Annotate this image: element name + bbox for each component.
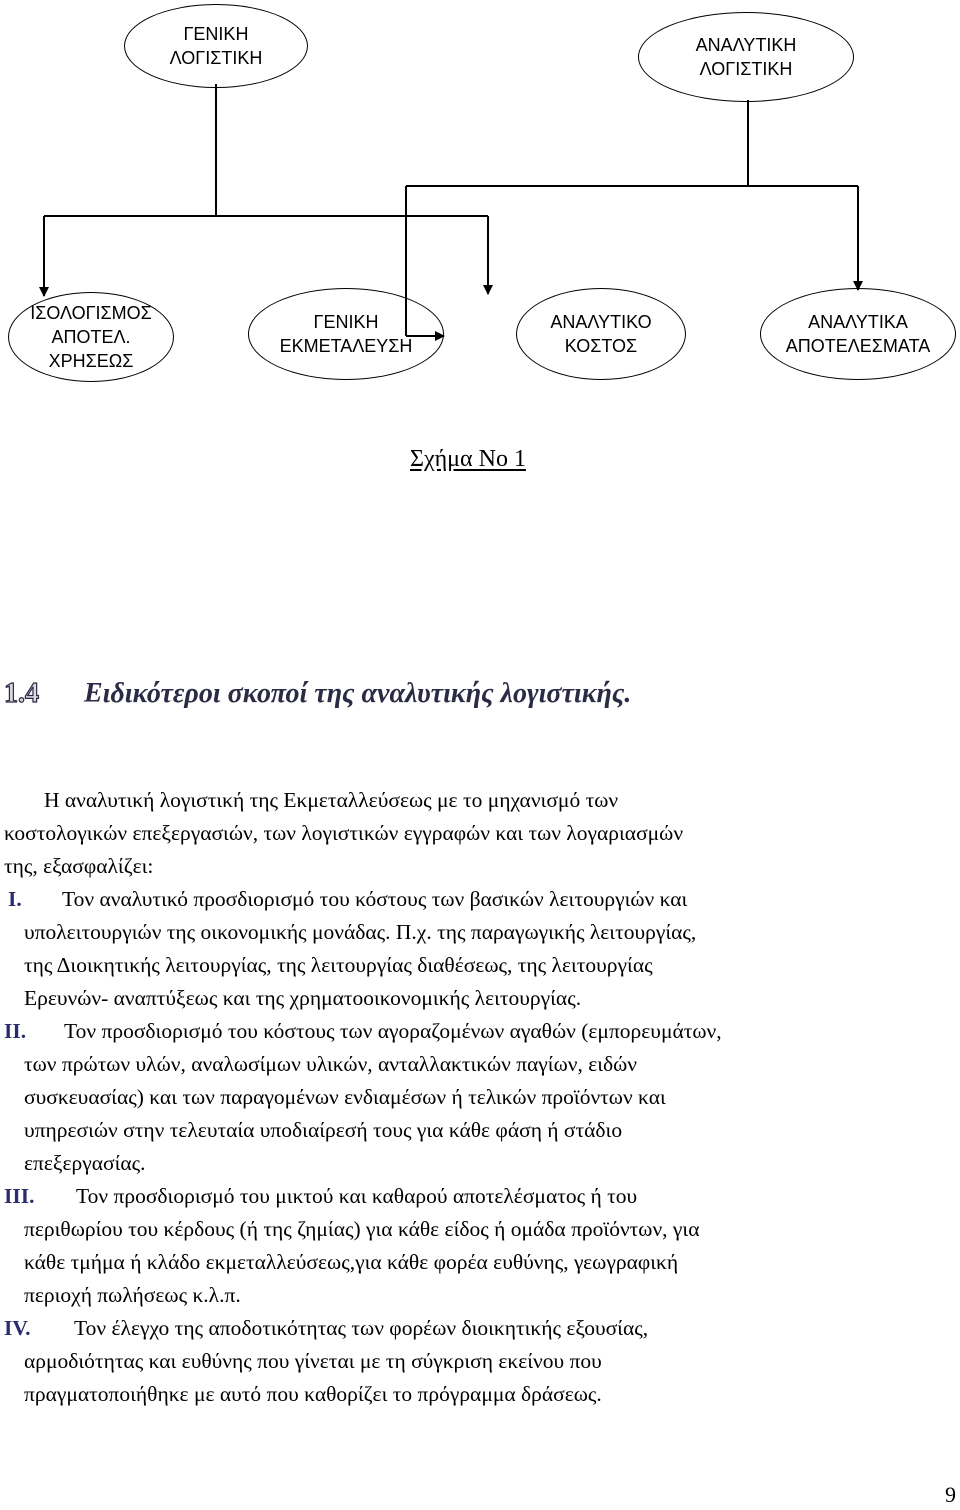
node-label: ΑΝΑΛΥΤΙΚΑ ΑΠΟΤΕΛΕΣΜΑΤΑ	[785, 312, 931, 356]
item-line: κάθε τμήμα ή κλάδο εκμεταλλεύσεως,για κάθε φορέα ευθύνης, γεωγραφική	[24, 1250, 679, 1274]
intro-line: Η αναλυτική λογιστική της Εκμεταλλεύσεως με το μηχανισμό των	[44, 788, 619, 812]
item-marker-4: IV.	[4, 1316, 31, 1340]
node-analytical-accounting	[638, 12, 854, 102]
intro-line: της, εξασφαλίζει:	[4, 854, 154, 878]
item-line: Τον έλεγχο της αποδοτικότητας των φορέων διοικητικής εξουσίας,	[74, 1316, 649, 1340]
node-label: ΓΕΝΙΚΗ ΕΚΜΕΤΑΛΕΥΣΗ	[279, 312, 413, 356]
item-line: συσκευασίας) και των παραγομένων ενδιαμέσων ή τελικών προϊόντων και	[24, 1085, 666, 1109]
item-line: Τον αναλυτικό προσδιορισμό του κόστους των βασικών λειτουργιών και	[62, 887, 688, 911]
intro-line: κοστολογικών επεξεργασιών, των λογιστικών εγγραφών και των λογαριασμών	[4, 821, 684, 845]
section-number: 1.4	[4, 678, 39, 709]
item-line: υπηρεσιών στην τελευταία υποδιαίρεσή τους για κάθε φάση ή στάδιο	[24, 1118, 623, 1142]
item-line: Τον προσδιορισμό του μικτού και καθαρού αποτελέσματος ή του	[76, 1184, 638, 1208]
node-general-exploitation	[248, 288, 444, 380]
figure-caption: Σχήμα Νο 1	[410, 446, 526, 472]
item-marker-3: III.	[4, 1184, 35, 1208]
node-analytical-results	[760, 288, 956, 380]
node-label: ΓΕΝΙΚΗ ΛΟΓΙΣΤΙΚΗ	[169, 24, 263, 68]
item-line: περιθωρίου του κέρδους (ή της ζημίας) για κάθε είδος ή ομάδα προϊόντων, για	[24, 1217, 700, 1241]
section-title: Ειδικότεροι σκοποί της αναλυτικής λογιστικής.	[84, 678, 632, 709]
node-analytical-cost	[516, 288, 686, 380]
node-label: ΙΣΟΛΟΓΙΣΜΟΣ ΑΠΟΤΕΛ. ΧΡΗΣΕΩΣ	[30, 303, 152, 371]
node-balance-sheet	[8, 292, 174, 382]
item-line: πραγματοποιήθηκε με αυτό που καθορίζει το πρόγραμμα δράσεως.	[24, 1382, 602, 1406]
node-label: ΑΝΑΛΥΤΙΚΟ ΚΟΣΤΟΣ	[550, 312, 652, 356]
item-line: επεξεργασίας.	[24, 1151, 146, 1175]
item-line: περιοχή πωλήσεως κ.λ.π.	[24, 1283, 241, 1307]
item-line: της Διοικητικής λειτουργίας, της λειτουργίας διαθέσεως, της λειτουργίας	[24, 953, 653, 977]
page-number: 9	[945, 1482, 956, 1507]
item-line: Τον προσδιορισμό του κόστους των αγοραζομένων αγαθών (εμπορευμάτων,	[64, 1019, 722, 1043]
node-general-accounting	[124, 4, 308, 88]
item-marker-2: II.	[4, 1019, 27, 1043]
item-line: αρμοδιότητας και ευθύνης που γίνεται με τη σύγκριση εκείνου που	[24, 1349, 602, 1373]
item-line: υπολειτουργιών της οικονομικής μονάδας. Π.χ. της παραγωγικής λειτουργίας,	[24, 920, 697, 944]
item-marker-1: I.	[8, 887, 22, 911]
item-line: Ερευνών- αναπτύξεως και της χρηματοοικονομικής λειτουργίας.	[24, 986, 582, 1010]
item-line: των πρώτων υλών, αναλωσίμων υλικών, ανταλλακτικών παγίων, ειδών	[24, 1052, 638, 1076]
node-label: ΑΝΑΛΥΤΙΚΗ ΛΟΓΙΣΤΙΚΗ	[695, 35, 797, 79]
